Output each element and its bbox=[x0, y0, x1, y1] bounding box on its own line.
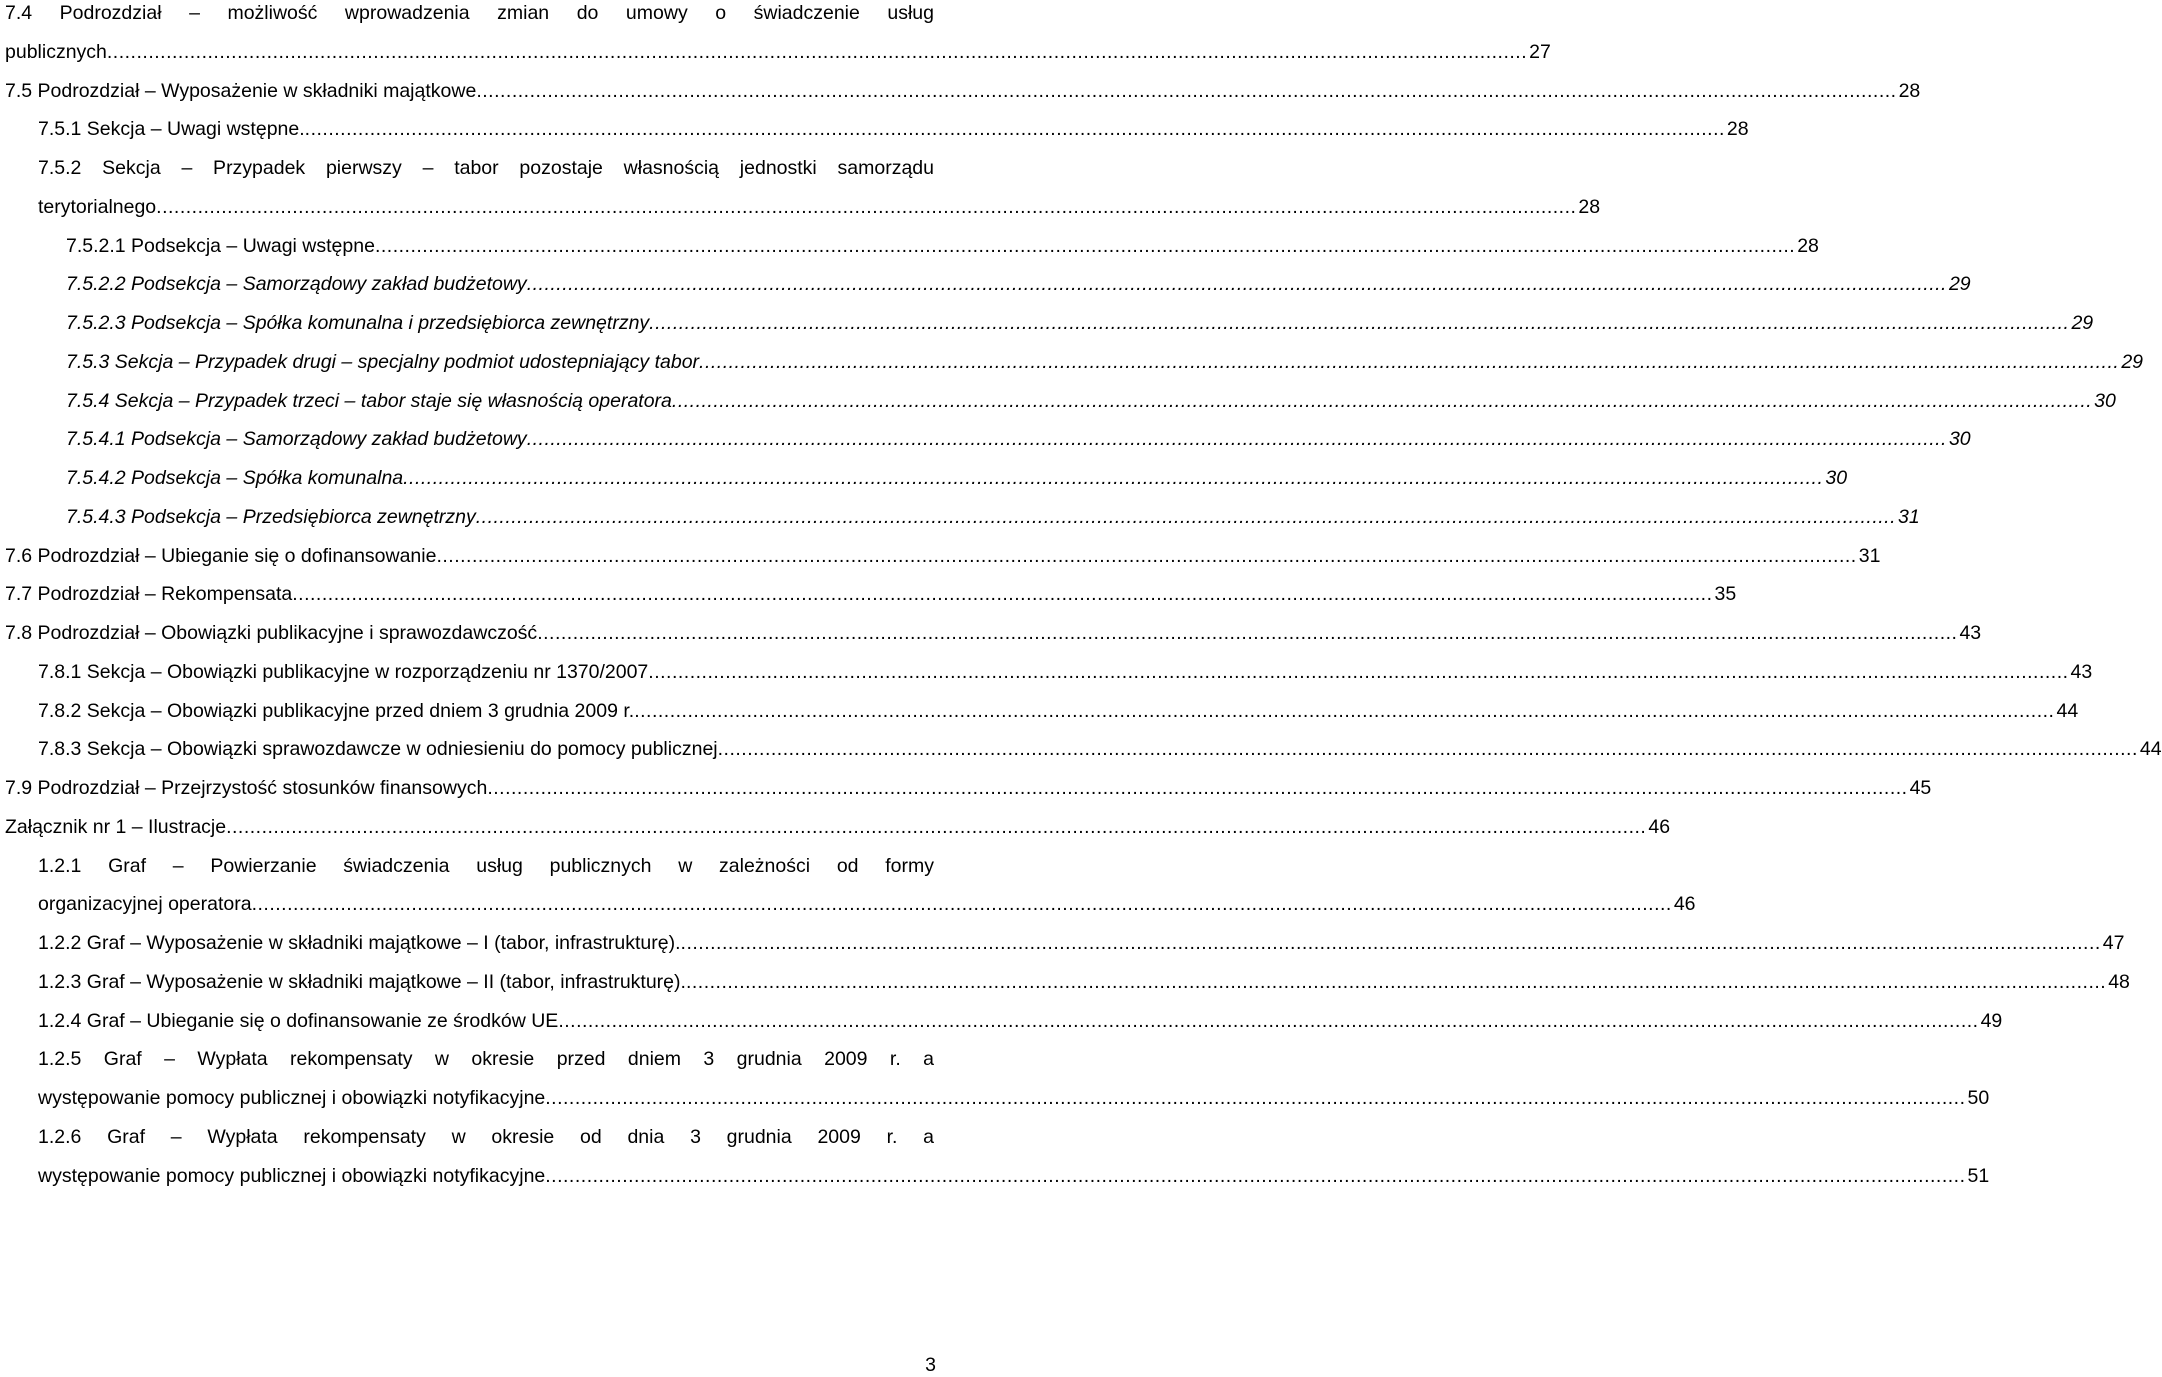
toc-entry-line bbox=[5, 621, 1982, 645]
toc-page-number: 28 bbox=[1726, 118, 1749, 141]
toc-entry-line bbox=[5, 79, 1921, 103]
toc-page-number: 44 bbox=[2139, 738, 2162, 761]
toc-entry-line bbox=[38, 931, 2125, 955]
toc-entry[interactable] bbox=[38, 737, 2162, 761]
toc-page-number: 29 bbox=[2121, 350, 2144, 373]
toc-leader-dots bbox=[436, 544, 1856, 568]
toc-entry-title: 7.8.3 Sekcja – Obowiązki sprawozdawcze w odniesieniu do pomocy publicznej bbox=[38, 738, 718, 761]
toc-page-number: 46 bbox=[1648, 815, 1671, 838]
toc-entry-line bbox=[38, 970, 2130, 994]
toc-entry[interactable] bbox=[5, 79, 1921, 103]
toc-entry-title: 1.2.2 Graf – Wyposażenie w składniki majątkowe – I (tabor, infrastrukturę). bbox=[38, 932, 681, 954]
toc-entry-line bbox=[5, 776, 1932, 800]
toc-entry-title: 7.5.4 Sekcja – Przypadek trzeci – tabor staje się własnością operatora bbox=[66, 389, 672, 412]
toc-entry[interactable] bbox=[38, 660, 2093, 684]
toc-entry[interactable] bbox=[5, 1, 934, 25]
toc-entry[interactable] bbox=[38, 931, 2125, 955]
toc-page-number: 43 bbox=[1959, 622, 1982, 644]
toc-leader-dots bbox=[156, 195, 1576, 219]
toc-entry-title: 7.5.2.3 Podsekcja – Spółka komunalna i przedsiębiorca zewnętrzny bbox=[66, 312, 650, 334]
toc-page-number: 31 bbox=[1898, 505, 1920, 528]
toc-entry-title: 1.2.4 Graf – Ubieganie się o dofinansowanie ze środków UE bbox=[38, 1009, 559, 1032]
toc-leader-dots bbox=[558, 1009, 1978, 1033]
toc-entry-title: 7.5.2.1 Podsekcja – Uwagi wstępne bbox=[66, 234, 375, 257]
toc-entry-line bbox=[38, 892, 1696, 916]
toc-entry-title: 7.5.3 Sekcja – Przypadek drugi – specjalny podmiot udostepniający tabor bbox=[66, 350, 700, 373]
toc-leader-dots bbox=[375, 234, 1795, 258]
toc-entry-line bbox=[38, 660, 2093, 684]
toc-entry[interactable] bbox=[38, 156, 934, 180]
toc-entry-line bbox=[66, 350, 2144, 374]
toc-entry-line bbox=[38, 1086, 1990, 1110]
toc-entry-line bbox=[66, 427, 1971, 451]
toc-leader-dots bbox=[634, 699, 2054, 723]
toc-entry[interactable] bbox=[66, 350, 2144, 374]
toc-page-number: 31 bbox=[1858, 544, 1881, 567]
toc-page-number: 29 bbox=[2071, 312, 2094, 334]
toc-entry-title: 1.2.1 Graf – Powierzanie świadczenia usług publicznych w zależności od formy bbox=[38, 854, 934, 877]
toc-page-number: 44 bbox=[2056, 699, 2079, 722]
toc-leader-dots bbox=[545, 1164, 1965, 1188]
toc-page-number: 28 bbox=[1797, 234, 1819, 257]
toc-entry-title: 7.7 Podrozdział – Rekompensata bbox=[5, 583, 293, 606]
toc-page-number: 30 bbox=[2094, 389, 2116, 412]
toc-entry-continuation[interactable] bbox=[38, 1164, 1990, 1188]
toc-entry[interactable] bbox=[5, 582, 1737, 606]
toc-leader-dots bbox=[527, 272, 1947, 296]
toc-leader-dots bbox=[537, 621, 1957, 645]
toc-leader-dots bbox=[487, 776, 1907, 800]
toc-page-number: 47 bbox=[2102, 932, 2125, 954]
toc-page-number: 28 bbox=[1898, 79, 1921, 102]
toc-leader-dots bbox=[686, 970, 2106, 994]
toc-leader-dots bbox=[107, 40, 1527, 64]
toc-entry-title: Załącznik nr 1 – Ilustracje bbox=[5, 815, 227, 838]
toc-leader-dots bbox=[672, 389, 2092, 413]
toc-entry-title: 7.5.1 Sekcja – Uwagi wstępne. bbox=[38, 118, 305, 141]
toc-entry-title: 7.8.1 Sekcja – Obowiązki publikacyjne w rozporządzeniu nr 1370/2007 bbox=[38, 660, 649, 683]
toc-entry[interactable] bbox=[66, 234, 1819, 258]
toc-page-number: 43 bbox=[2070, 660, 2093, 683]
toc-entry-line bbox=[5, 544, 1881, 568]
toc-entry[interactable] bbox=[38, 117, 1749, 141]
toc-entry[interactable] bbox=[5, 621, 1982, 645]
toc-entry[interactable] bbox=[5, 544, 1881, 568]
toc-leader-dots bbox=[681, 931, 2101, 955]
toc-entry-title: 7.5.4.2 Podsekcja – Spółka komunalna bbox=[66, 467, 404, 489]
toc-entry[interactable] bbox=[66, 427, 1971, 451]
toc-entry-continuation[interactable] bbox=[38, 195, 1601, 219]
toc-entry[interactable] bbox=[66, 466, 1848, 490]
toc-leader-dots bbox=[252, 892, 1672, 916]
toc-leader-dots bbox=[226, 815, 1646, 839]
toc-entry-line bbox=[66, 272, 1971, 296]
toc-page-number: 27 bbox=[1529, 40, 1551, 63]
toc-entry-title: publicznych bbox=[5, 40, 107, 63]
toc-entry[interactable] bbox=[66, 311, 2094, 335]
toc-entry-line bbox=[38, 737, 2162, 761]
toc-entry-line bbox=[5, 582, 1737, 606]
page-number: 3 bbox=[925, 1354, 936, 1376]
toc-entry-continuation[interactable] bbox=[38, 1086, 1990, 1110]
toc-page-number: 30 bbox=[1948, 428, 1971, 451]
toc-page-number: 29 bbox=[1948, 273, 1971, 296]
toc-entry-line bbox=[38, 195, 1601, 219]
toc-page-number: 46 bbox=[1673, 893, 1696, 916]
toc-entry-title: 7.6 Podrozdział – Ubieganie się o dofinansowanie bbox=[5, 544, 437, 567]
toc-entry[interactable] bbox=[38, 699, 2079, 723]
toc-entry-title: 1.2.5 Graf – Wypłata rekompensaty w okresie przed dniem 3 grudnia 2009 r. a bbox=[38, 1048, 934, 1071]
toc-entry-title: organizacyjnej operatora bbox=[38, 893, 252, 916]
toc-page-number: 28 bbox=[1578, 195, 1601, 218]
toc-entry[interactable] bbox=[38, 854, 934, 878]
toc-leader-dots bbox=[699, 350, 2119, 374]
toc-leader-dots bbox=[292, 582, 1712, 606]
toc-entry[interactable] bbox=[66, 505, 1920, 529]
toc-entry[interactable] bbox=[38, 970, 2130, 994]
toc-entry-title: 7.5.4.3 Podsekcja – Przedsiębiorca zewnętrzny bbox=[66, 505, 476, 528]
toc-entry-title: występowanie pomocy publicznej i obowiązki notyfikacyjne bbox=[38, 1164, 546, 1187]
toc-entry[interactable] bbox=[38, 1009, 2003, 1033]
toc-entry-title: 7.5.4.1 Podsekcja – Samorządowy zakład budżetowy bbox=[66, 428, 527, 451]
toc-entry[interactable] bbox=[5, 776, 1932, 800]
toc-entry-line bbox=[66, 505, 1920, 529]
toc-entry-title: 7.5 Podrozdział – Wyposażenie w składniki majątkowe bbox=[5, 79, 477, 102]
toc-page-number: 49 bbox=[1980, 1009, 2003, 1032]
toc-leader-dots bbox=[527, 427, 1947, 451]
toc-entry[interactable] bbox=[66, 389, 2116, 413]
toc-page-number: 30 bbox=[1825, 467, 1848, 489]
toc-leader-dots bbox=[305, 117, 1725, 141]
toc-entry-line bbox=[5, 815, 1671, 839]
toc-entry-line bbox=[38, 1164, 1990, 1188]
toc-leader-dots bbox=[648, 660, 2068, 684]
toc-page-number: 45 bbox=[1909, 777, 1932, 799]
toc-leader-dots bbox=[403, 466, 1823, 490]
toc-entry-line bbox=[38, 699, 2079, 723]
toc-entry[interactable] bbox=[66, 272, 1971, 296]
toc-entry-line bbox=[66, 311, 2094, 335]
toc-entry[interactable] bbox=[5, 815, 1671, 839]
toc-entry-title: terytorialnego bbox=[38, 195, 157, 218]
toc-page-number: 48 bbox=[2108, 970, 2130, 993]
toc-entry-title: 7.8 Podrozdział – Obowiązki publikacyjne i sprawozdawczość bbox=[5, 622, 538, 644]
toc-entry-title: 7.4 Podrozdział – możliwość wprowadzenia zmian do umowy o świadczenie usług bbox=[5, 2, 934, 24]
toc-leader-dots bbox=[476, 79, 1896, 103]
toc-entry-title: 7.5.2.2 Podsekcja – Samorządowy zakład budżetowy bbox=[66, 273, 527, 296]
toc-leader-dots bbox=[545, 1086, 1965, 1110]
toc-entry-title: 1.2.6 Graf – Wypłata rekompensaty w okresie od dnia 3 grudnia 2009 r. a bbox=[38, 1125, 934, 1148]
toc-entry[interactable] bbox=[38, 1125, 934, 1149]
toc-entry-continuation[interactable] bbox=[5, 40, 1551, 64]
toc-entry-title: 7.5.2 Sekcja – Przypadek pierwszy – tabor pozostaje własnością jednostki samorządu bbox=[38, 157, 934, 179]
toc-entry-title: 7.9 Podrozdział – Przejrzystość stosunków finansowych bbox=[5, 777, 488, 799]
toc-entry-line bbox=[66, 234, 1819, 258]
toc-leader-dots bbox=[476, 505, 1896, 529]
toc-entry-line bbox=[66, 389, 2116, 413]
toc-entry-line bbox=[38, 117, 1749, 141]
toc-leader-dots bbox=[718, 737, 2138, 761]
toc-page-number: 51 bbox=[1967, 1164, 1990, 1187]
toc-page-number: 35 bbox=[1714, 583, 1737, 606]
toc-entry[interactable] bbox=[38, 1047, 934, 1071]
toc-page-number: 50 bbox=[1967, 1087, 1990, 1109]
toc-entry-continuation[interactable] bbox=[38, 892, 1696, 916]
toc-entry-title: występowanie pomocy publicznej i obowiązki notyfikacyjne bbox=[38, 1087, 546, 1109]
toc-entry-line bbox=[66, 466, 1848, 490]
toc-entry-line bbox=[5, 40, 1551, 64]
toc-entry-title: 1.2.3 Graf – Wyposażenie w składniki majątkowe – II (tabor, infrastrukturę). bbox=[38, 970, 686, 993]
toc-leader-dots bbox=[649, 311, 2069, 335]
toc-entry-line bbox=[38, 1009, 2003, 1033]
toc-entry-title: 7.8.2 Sekcja – Obowiązki publikacyjne przed dniem 3 grudnia 2009 r. bbox=[38, 699, 635, 722]
